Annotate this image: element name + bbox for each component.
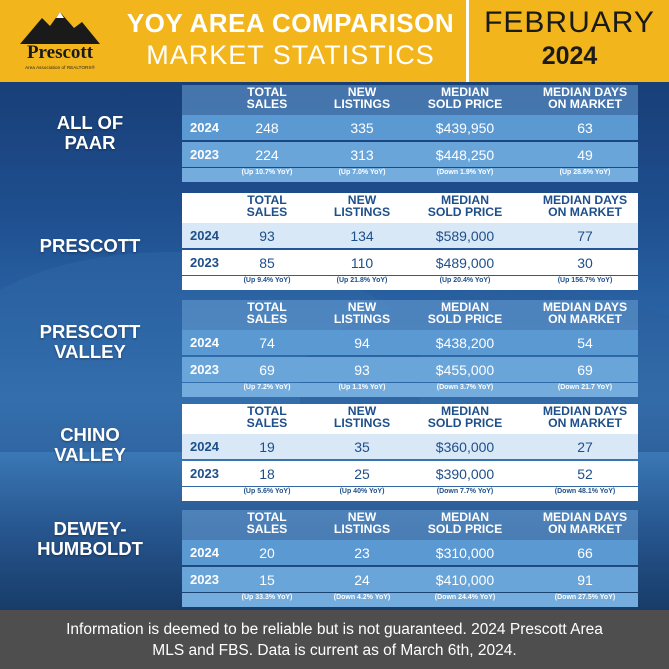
- table-header: [182, 193, 638, 223]
- column-header: NEW LISTINGS: [333, 193, 391, 219]
- yoy-change: (Up 28.6% YoY): [559, 169, 611, 176]
- row-year: 2024: [190, 120, 219, 135]
- table-header: [182, 300, 638, 330]
- title-block: [118, 0, 463, 82]
- yoy-change-row: [182, 276, 638, 290]
- table-cell: 35: [354, 439, 370, 455]
- table-cell: 66: [577, 545, 593, 561]
- column-header: MEDIAN DAYS ON MARKET: [542, 85, 628, 111]
- column-header: MEDIAN SOLD PRICE: [427, 193, 503, 219]
- stats-table: [182, 85, 638, 181]
- row-year: 2023: [190, 466, 219, 481]
- disclaimer-footer: [0, 610, 669, 669]
- area-name: ALL OF PAAR: [56, 112, 124, 153]
- stats-table: [182, 404, 638, 500]
- table-cell: 49: [577, 147, 593, 163]
- table-cell: 52: [577, 466, 593, 482]
- row-year: 2024: [190, 335, 219, 350]
- table-cell: $589,000: [435, 228, 495, 244]
- column-header: NEW LISTINGS: [333, 300, 391, 326]
- table-cell: $438,200: [435, 335, 495, 351]
- table-cell: $410,000: [435, 572, 495, 588]
- yoy-change: (Up 9.4% YoY): [243, 277, 291, 284]
- column-header: MEDIAN DAYS ON MARKET: [542, 404, 628, 430]
- area-name: CHINO VALLEY: [54, 424, 126, 465]
- row-year: 2023: [190, 362, 219, 377]
- area-name: PRESCOTT VALLEY: [39, 321, 141, 362]
- header-banner: [0, 0, 669, 82]
- column-header: TOTAL SALES: [246, 404, 288, 430]
- table-row: [182, 567, 638, 592]
- header-divider: [466, 0, 469, 82]
- table-cell: 91: [577, 572, 593, 588]
- prescott-logo: [6, 8, 114, 76]
- row-year: 2023: [190, 255, 219, 270]
- yoy-change-row: [182, 168, 638, 182]
- table-cell: $455,000: [435, 362, 495, 378]
- table-cell: 74: [259, 335, 275, 351]
- table-cell: 85: [259, 255, 275, 271]
- table-cell: 18: [259, 466, 275, 482]
- column-header: MEDIAN SOLD PRICE: [427, 510, 503, 536]
- yoy-change-row: [182, 383, 638, 397]
- table-cell: 248: [255, 120, 279, 136]
- report-year: 2024: [541, 42, 598, 70]
- table-cell: 30: [577, 255, 593, 271]
- table-cell: 313: [350, 147, 374, 163]
- column-header: TOTAL SALES: [246, 193, 288, 219]
- report-month: FEBRUARY: [484, 6, 655, 39]
- yoy-change: (Up 33.3% YoY): [241, 594, 293, 601]
- table-cell: 27: [577, 439, 593, 455]
- table-row: [182, 223, 638, 248]
- column-header: MEDIAN SOLD PRICE: [427, 300, 503, 326]
- disclaimer-line-2: MLS and FBS. Data is current as of March 6th, 2024.: [152, 642, 517, 659]
- table-cell: 20: [259, 545, 275, 561]
- disclaimer-line-1: Information is deemed to be reliable but is not guaranteed. 2024 Prescott Area: [66, 621, 603, 638]
- yoy-change-row: [182, 487, 638, 501]
- column-header: NEW LISTINGS: [333, 404, 391, 430]
- table-row: [182, 461, 638, 486]
- table-row: [182, 540, 638, 565]
- table-cell: 69: [577, 362, 593, 378]
- yoy-change: (Up 10.7% YoY): [241, 169, 293, 176]
- stats-table: [182, 510, 638, 606]
- table-header: [182, 85, 638, 115]
- yoy-change: (Down 4.2% YoY): [333, 594, 391, 601]
- row-year: 2024: [190, 439, 219, 454]
- mountain-logo-icon: [20, 10, 100, 44]
- column-header: MEDIAN DAYS ON MARKET: [542, 300, 628, 326]
- yoy-change: (Down 7.7% YoY): [436, 488, 494, 495]
- table-row: [182, 250, 638, 275]
- table-cell: 134: [350, 228, 374, 244]
- table-cell: 54: [577, 335, 593, 351]
- yoy-change: (Up 40% YoY): [339, 488, 385, 495]
- table-header: [182, 404, 638, 434]
- table-header: [182, 510, 638, 540]
- table-cell: $360,000: [435, 439, 495, 455]
- column-header: NEW LISTINGS: [333, 85, 391, 111]
- yoy-change: (Up 20.4% YoY): [439, 277, 491, 284]
- table-cell: $310,000: [435, 545, 495, 561]
- table-cell: 224: [255, 147, 279, 163]
- yoy-change: (Up 156.7% YoY): [557, 277, 613, 284]
- column-header: TOTAL SALES: [246, 85, 288, 111]
- table-cell: $390,000: [435, 466, 495, 482]
- column-header: MEDIAN DAYS ON MARKET: [542, 193, 628, 219]
- title-line-1: YOY AREA COMPARISON: [126, 8, 455, 38]
- stats-table: [182, 193, 638, 289]
- table-cell: 77: [577, 228, 593, 244]
- table-cell: 93: [259, 228, 275, 244]
- table-cell: 69: [259, 362, 275, 378]
- area-name: DEWEY- HUMBOLDT: [37, 518, 143, 559]
- column-header: TOTAL SALES: [246, 300, 288, 326]
- table-cell: 15: [259, 572, 275, 588]
- yoy-change: (Down 21.7 YoY): [557, 384, 613, 391]
- yoy-change: (Up 7.2% YoY): [243, 384, 291, 391]
- yoy-change: (Down 24.4% YoY): [434, 594, 496, 601]
- yoy-change: (Up 1.1% YoY): [338, 384, 386, 391]
- table-cell: 110: [350, 255, 374, 271]
- title-line-2: MARKET STATISTICS: [146, 40, 435, 70]
- table-cell: $439,950: [435, 120, 495, 136]
- table-cell: 63: [577, 120, 593, 136]
- table-cell: 23: [354, 545, 370, 561]
- yoy-change: (Down 27.5% YoY): [554, 594, 616, 601]
- table-cell: 93: [354, 362, 370, 378]
- row-year: 2024: [190, 545, 219, 560]
- column-header: MEDIAN SOLD PRICE: [427, 85, 503, 111]
- row-year: 2023: [190, 147, 219, 162]
- table-cell: 24: [354, 572, 370, 588]
- yoy-change: (Up 21.8% YoY): [336, 277, 388, 284]
- table-cell: 25: [354, 466, 370, 482]
- logo-subtitle: Area Association of REALTORS®: [25, 65, 95, 70]
- yoy-change: (Down 48.1% YoY): [554, 488, 616, 495]
- table-cell: 335: [350, 120, 374, 136]
- table-row: [182, 330, 638, 355]
- yoy-change: (Up 7.0% YoY): [338, 169, 386, 176]
- column-header: MEDIAN DAYS ON MARKET: [542, 510, 628, 536]
- table-cell: 19: [259, 439, 275, 455]
- row-year: 2024: [190, 228, 219, 243]
- yoy-change: (Down 1.9% YoY): [436, 169, 494, 176]
- yoy-change: (Up 5.6% YoY): [243, 488, 291, 495]
- table-row: [182, 115, 638, 140]
- table-cell: 94: [354, 335, 370, 351]
- yoy-change-row: [182, 593, 638, 607]
- column-header: NEW LISTINGS: [333, 510, 391, 536]
- table-row: [182, 142, 638, 167]
- column-header: TOTAL SALES: [246, 510, 288, 536]
- yoy-change: (Down 3.7% YoY): [436, 384, 494, 391]
- table-row: [182, 434, 638, 459]
- stats-table: [182, 300, 638, 396]
- logo-wordmark: Prescott: [26, 42, 94, 63]
- table-cell: $489,000: [435, 255, 495, 271]
- table-row: [182, 357, 638, 382]
- table-cell: $448,250: [435, 147, 495, 163]
- area-name: PRESCOTT: [39, 235, 141, 256]
- column-header: MEDIAN SOLD PRICE: [427, 404, 503, 430]
- row-year: 2023: [190, 572, 219, 587]
